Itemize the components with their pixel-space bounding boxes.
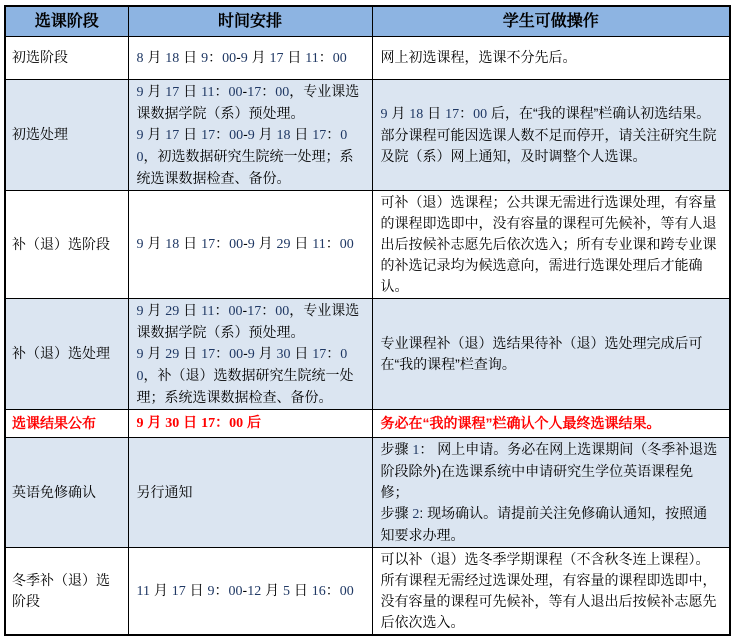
time-cell xyxy=(128,437,372,547)
date-number: 17 xyxy=(201,127,216,143)
time-paragraph: 9 月 29 日 17：00-9 月 30 日 17：00，补（退）选数据研究生院统一处理；系统选课数据检查、备份。 xyxy=(136,344,354,405)
date-number: 00 xyxy=(339,237,354,252)
date-number: 17 xyxy=(201,346,216,362)
date-number: 00 xyxy=(136,346,348,384)
date-number: 9 xyxy=(136,127,144,143)
table-row xyxy=(5,190,730,298)
table-row xyxy=(5,298,730,409)
header-time: 时间安排 xyxy=(128,6,372,36)
date-number: 00 xyxy=(229,237,244,252)
time-paragraph: 9 月 17 日 11：00-17：00，专业课选课数据学院（系）预处理。 xyxy=(136,82,360,121)
ops-paragraph: 9 月 18 日 17：00 后，在“我的课程”栏确认初选结果。部分课程可能因选课人数不足而停开，请关注研究生院及院（系）网上通知，及时调整个人选课。 xyxy=(380,104,717,164)
table-row xyxy=(5,437,730,547)
date-number: 11 xyxy=(136,583,150,599)
time-paragraph: 9 月 17 日 17：00-9 月 18 日 17：00，初选数据研究生院统一处理；系统选课数据检查、备份。 xyxy=(136,125,354,186)
time-cell xyxy=(128,409,372,437)
date-number: 9 xyxy=(136,346,144,362)
date-number: 9 xyxy=(136,84,144,100)
time-cell xyxy=(128,36,372,79)
date-number: 12 xyxy=(247,583,262,599)
date-number: 9 xyxy=(136,303,144,319)
date-number: 9 xyxy=(247,237,255,252)
date-number: 30 xyxy=(276,346,291,362)
ops-paragraph: 可以补（退）选冬季学期课程（不含秋冬连上课程）。所有课程无需经过选课处理，有容量的课程即选即中，没有容量的课程可先候补，等有人退出后按候补志愿先后依次选入。 xyxy=(380,550,717,630)
date-number: 00 xyxy=(275,303,290,319)
table-row xyxy=(5,36,730,79)
date-number: 00 xyxy=(229,127,244,143)
date-number: 17 xyxy=(201,416,216,431)
date-number: 9 xyxy=(136,416,144,431)
ops-cell xyxy=(372,190,730,298)
date-number: 9 xyxy=(247,127,255,143)
date-number: 00 xyxy=(332,50,347,66)
date-number: 5 xyxy=(283,583,290,599)
ops-cell xyxy=(372,79,730,190)
date-number: 11 xyxy=(305,50,319,66)
ops-paragraph: 可补（退）选课程；公共课无需进行选课处理，有容量的课程即选即中，没有容量的课程可先候补，等有人退出后按候补志愿先后依次选入；所有专业课和跨专业课的补选记录均为候选意向，需进行选课处理后才能确认。 xyxy=(380,193,717,294)
ops-paragraph: 专业课程补（退）选结果待补（退）选处理完成后可在“我的课程”栏查询。 xyxy=(380,334,703,372)
ops-cell xyxy=(372,36,730,79)
date-number: 00 xyxy=(222,50,237,66)
stage-cell: 补（退）选阶段 xyxy=(5,190,128,298)
ops-cell xyxy=(372,298,730,409)
date-number: 00 xyxy=(228,583,243,599)
date-number: 9 xyxy=(240,50,248,66)
date-number: 00 xyxy=(229,346,244,362)
date-number: 18 xyxy=(276,127,291,143)
ops-paragraph: 步骤 2: 现场确认。请提前关注免修确认通知，按照通知要求办理。 xyxy=(380,504,708,543)
stage-cell: 英语免修确认 xyxy=(5,437,128,547)
date-number: 9 xyxy=(380,106,388,122)
table-header xyxy=(5,6,730,36)
date-number: 2 xyxy=(412,506,420,522)
stage-cell: 补（退）选处理 xyxy=(5,298,128,409)
time-paragraph: 8 月 18 日 9：00-9 月 17 日 11：00 xyxy=(136,48,347,66)
time-paragraph: 9 月 30 日 17：00 后 xyxy=(136,414,261,431)
time-paragraph: 另行通知 xyxy=(136,483,193,500)
date-number: 17 xyxy=(247,303,262,319)
table-row xyxy=(5,409,730,437)
time-paragraph: 9 月 18 日 17：00-9 月 29 日 11：00 xyxy=(136,235,354,252)
ops-paragraph: 务必在“我的课程”栏确认个人最终选课结果。 xyxy=(380,414,661,431)
header-row xyxy=(5,6,730,36)
date-number: 18 xyxy=(165,237,180,252)
date-number: 00 xyxy=(275,84,290,100)
date-number: 29 xyxy=(165,346,180,362)
date-number: 9 xyxy=(207,583,215,599)
header-operations: 学生可做操作 xyxy=(372,6,730,36)
date-number: 9 xyxy=(136,237,144,252)
date-number: 17 xyxy=(312,346,327,362)
date-number: 9 xyxy=(201,50,209,66)
date-number: 8 xyxy=(136,50,144,66)
ops-paragraph: 网上初选课程，选课不分先后。 xyxy=(380,49,577,65)
time-cell xyxy=(128,79,372,190)
date-number: 17 xyxy=(445,106,460,122)
stage-cell: 冬季补（退）选阶段 xyxy=(5,547,128,635)
table-body xyxy=(5,36,730,635)
date-number: 00 xyxy=(473,106,488,122)
date-number: 1 xyxy=(412,442,420,458)
table-row xyxy=(5,79,730,190)
ops-cell xyxy=(372,437,730,547)
header-stage: 选课阶段 xyxy=(5,6,128,36)
table-row xyxy=(5,547,730,635)
date-number: 18 xyxy=(409,106,424,122)
ops-paragraph: 步骤 1： 网上申请。务必在网上选课期间（冬季补退选阶段除外)在选课系统中申请研究生学位英语课程免修； xyxy=(380,440,718,500)
date-number: 30 xyxy=(165,416,180,431)
date-number: 00 xyxy=(229,416,244,431)
time-paragraph: 9 月 29 日 11：00-17：00，专业课选课数据学院（系）预处理。 xyxy=(136,301,360,340)
date-number: 17 xyxy=(269,50,284,66)
date-number: 00 xyxy=(339,583,354,599)
date-number: 00 xyxy=(228,303,243,319)
time-cell xyxy=(128,547,372,635)
date-number: 00 xyxy=(228,84,243,100)
ops-cell xyxy=(372,409,730,437)
date-number: 17 xyxy=(201,237,216,252)
date-number: 29 xyxy=(276,237,291,252)
stage-cell: 初选处理 xyxy=(5,79,128,190)
ops-cell xyxy=(372,547,730,635)
date-number: 29 xyxy=(165,303,180,319)
time-cell xyxy=(128,190,372,298)
date-number: 18 xyxy=(165,50,180,66)
date-number: 11 xyxy=(201,303,215,319)
time-cell xyxy=(128,298,372,409)
date-number: 9 xyxy=(247,346,255,362)
date-number: 17 xyxy=(171,583,186,599)
date-number: 17 xyxy=(247,84,262,100)
course-selection-schedule-table xyxy=(4,5,731,636)
time-paragraph: 11 月 17 日 9：00-12 月 5 日 16：00 xyxy=(136,581,354,599)
date-number: 17 xyxy=(165,84,180,100)
date-number: 17 xyxy=(312,127,327,143)
date-number: 11 xyxy=(312,237,326,252)
date-number: 16 xyxy=(311,583,326,599)
date-number: 17 xyxy=(165,127,180,143)
stage-cell: 初选阶段 xyxy=(5,36,128,79)
stage-cell: 选课结果公布 xyxy=(5,409,128,437)
date-number: 00 xyxy=(136,127,348,165)
date-number: 11 xyxy=(201,84,215,100)
